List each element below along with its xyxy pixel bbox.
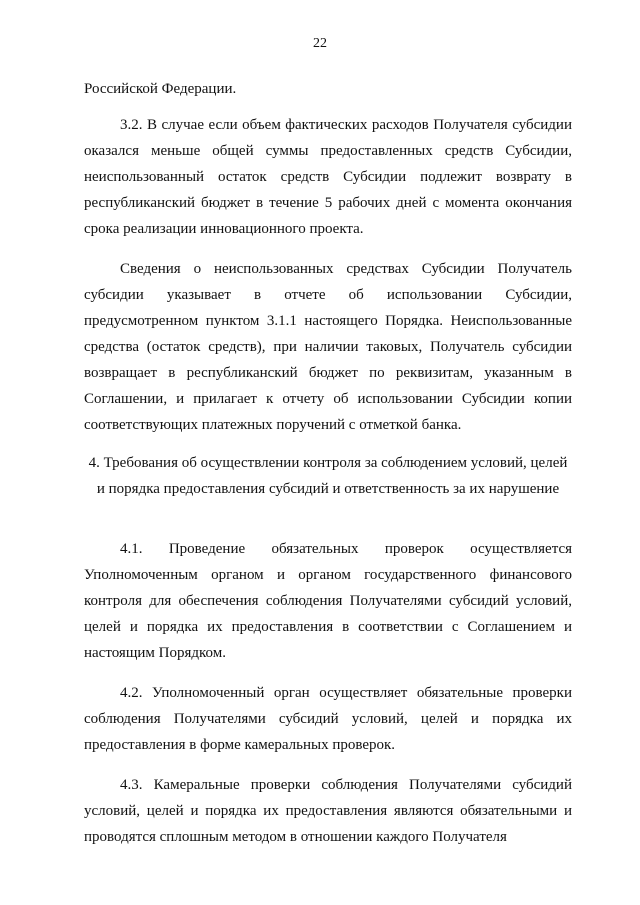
document-body — [84, 76, 572, 850]
paragraph-4-1: 4.1. Проведение обязательных проверок осуществляется Уполномоченным органом и органом государственного финансового контроля для обеспечения соблюдения Получателями субсидий условий, целей и порядка их предоставления в соответствии с Соглашением и настоящим Порядком. — [84, 541, 572, 661]
paragraph-4-3: 4.3. Камеральные проверки соблюдения Получателями субсидий условий, целей и порядка их предоставления являются обязательными и проводятся сплошным методом в отношении каждого Получателя — [84, 777, 572, 845]
paragraph-3-2: 3.2. В случае если объем фактических расходов Получателя субсидии оказался меньше общей суммы предоставленных средств Субсидии, неиспользованный остаток средств Субсидии подлежит возврату в республиканский бюджет в течение 5 рабочих дней с момента окончания срока реализации инновационного проекта. — [84, 117, 572, 237]
paragraph-continuation: Российской Федерации. — [84, 81, 237, 97]
section-heading-line-1: 4. Требования об осуществлении контроля за соблюдением условий, целей — [88, 455, 568, 471]
paragraph-4-2: 4.2. Уполномоченный орган осуществляет обязательные проверки соблюдения Получателями субсидий условий, целей и порядка их предоставления в форме камеральных проверок. — [84, 685, 572, 753]
page-number: 22 — [313, 36, 327, 51]
section-heading-line-2: и порядка предоставления субсидий и ответственность за их нарушение — [96, 481, 560, 497]
section-heading-4 — [84, 450, 572, 502]
paragraph-unused-funds: Сведения о неиспользованных средствах Субсидии Получатель субсидии указывает в отчете об использовании Субсидии, предусмотренном пунктом 3.1.1 настоящего Порядка. Неиспользованные средства (остаток средств), при наличии таковых, Получатель субсидии возвращает в республиканский бюджет по реквизитам, указанным в Соглашении, и прилагает к отчету об использовании Субсидии копии соответствующих платежных поручений с отметкой банка. — [84, 261, 572, 433]
